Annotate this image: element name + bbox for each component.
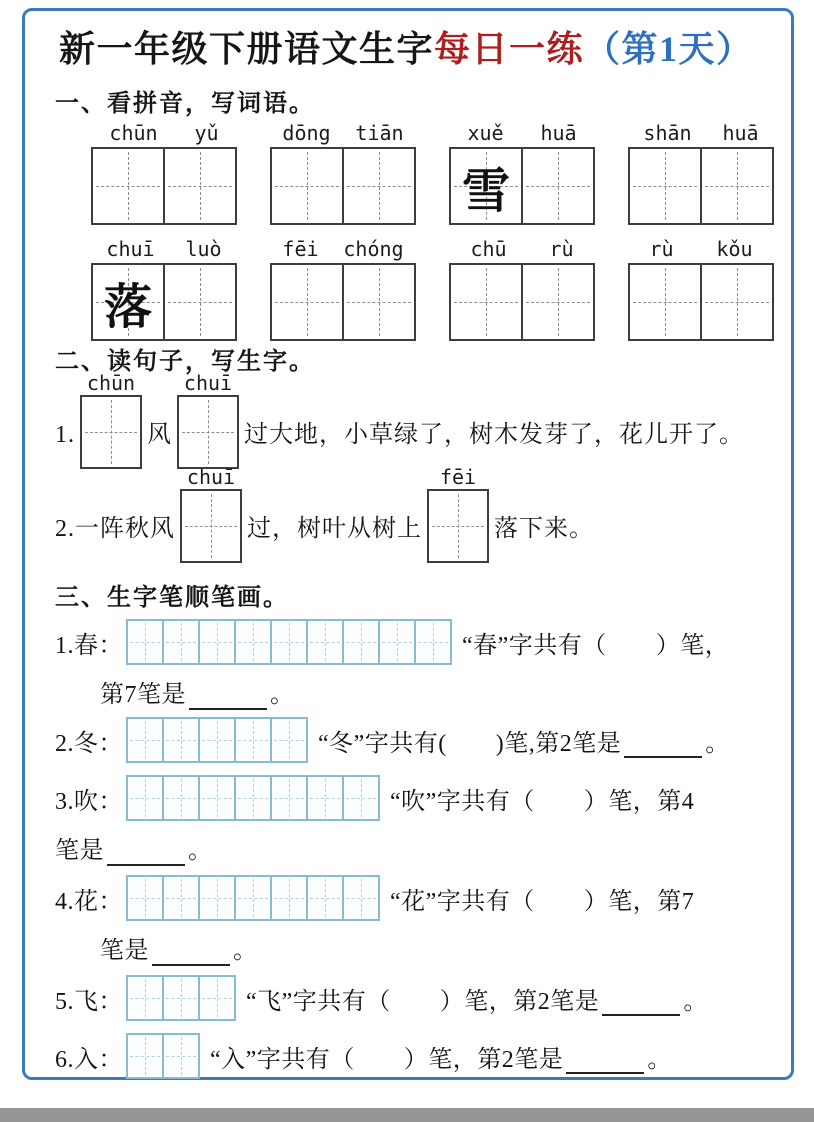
pinyin-syllable: yǔ <box>194 121 219 145</box>
stroke-grid-cell <box>198 977 234 1019</box>
answer-box <box>91 147 237 225</box>
stroke-grid-cell <box>306 877 342 919</box>
footer-gray-bar <box>0 1108 814 1122</box>
pinyin-word-group <box>628 121 774 225</box>
stroke-grid-cell <box>162 877 198 919</box>
prefilled-char: 雪 <box>461 164 510 218</box>
page-title <box>59 21 754 72</box>
pinyin-syllable: dōng <box>282 121 331 145</box>
answer-cell <box>427 489 489 563</box>
stroke-item-text: “飞”字共有（ ）笔，第2笔是 <box>246 988 600 1015</box>
stroke-grid <box>126 975 236 1021</box>
pinyin-word-group <box>270 237 416 341</box>
pinyin-syllable: shān <box>643 121 692 145</box>
stroke-grid <box>126 1033 200 1079</box>
answer-blank <box>566 1046 644 1074</box>
stroke-item-text: 第7笔是 <box>100 682 186 708</box>
stroke-item-line1 <box>55 975 775 1021</box>
pinyin-label: fēi <box>439 465 477 489</box>
stroke-grid-cell <box>128 877 162 919</box>
stroke-grid-cell <box>162 1035 198 1077</box>
pinyin-syllable: xuě <box>467 121 504 145</box>
answer-cell <box>451 265 521 339</box>
pinyin-word-group <box>449 121 595 225</box>
sentence-text: 落下来。 <box>494 516 594 542</box>
pinyin-label <box>449 121 595 147</box>
answer-blank <box>189 682 267 710</box>
stroke-grid-cell <box>234 877 270 919</box>
stroke-grid-cell <box>198 719 234 761</box>
pinyin-row <box>91 237 774 341</box>
pinyin-label <box>449 237 595 263</box>
stroke-grid-cell <box>342 621 378 663</box>
stroke-grid-cell <box>270 719 306 761</box>
section3-heading: 三、生字笔顺笔画。 <box>55 585 289 611</box>
answer-cell <box>163 265 235 339</box>
answer-cell <box>630 265 700 339</box>
pinyin-syllable: rù <box>549 237 574 261</box>
pinyin-syllable: kǒu <box>716 237 753 261</box>
stroke-item-line2 <box>100 674 775 709</box>
section1-heading: 一、看拼音，写词语。 <box>55 91 315 117</box>
stroke-item-line1 <box>55 1033 775 1079</box>
answer-box-with-pinyin <box>180 465 242 563</box>
answer-cell <box>521 149 593 223</box>
stroke-item <box>55 775 775 865</box>
stroke-grid-cell <box>198 621 234 663</box>
stroke-item <box>55 1033 775 1079</box>
pinyin-word-group <box>91 237 237 341</box>
answer-blank <box>152 938 230 966</box>
stroke-item-line1 <box>55 875 775 921</box>
answer-box <box>449 263 595 341</box>
stroke-grid-cell <box>198 777 234 819</box>
answer-cell <box>80 395 142 469</box>
answer-cell <box>700 265 772 339</box>
stroke-item-suffix: 。 <box>188 838 213 864</box>
pinyin-word-group <box>628 237 774 341</box>
stroke-item-text: “春”字共有（ ）笔， <box>462 632 730 659</box>
answer-box-with-pinyin <box>427 465 489 563</box>
pinyin-label <box>628 121 774 147</box>
pinyin-label: chūn <box>86 371 136 395</box>
stroke-item <box>55 717 775 763</box>
pinyin-syllable: huā <box>540 121 577 145</box>
pinyin-syllable: chūn <box>109 121 158 145</box>
answer-box <box>270 263 416 341</box>
stroke-grid-cell <box>234 621 270 663</box>
answer-cell <box>177 395 239 469</box>
title-main: 新一年级下册语文生字 <box>59 29 435 69</box>
pinyin-word-group <box>449 237 595 341</box>
pinyin-label <box>270 237 416 263</box>
answer-blank <box>107 838 185 866</box>
answer-cell <box>521 265 593 339</box>
stroke-item-label: 4.花： <box>55 888 123 915</box>
pinyin-word-group <box>270 121 416 225</box>
stroke-grid <box>126 875 380 921</box>
section2-heading: 二、读句子，写生字。 <box>55 349 315 375</box>
answer-cell <box>272 149 342 223</box>
stroke-item-line1 <box>55 775 775 821</box>
stroke-grid-cell <box>162 621 198 663</box>
stroke-item-suffix: 。 <box>270 682 295 708</box>
answer-box <box>449 147 595 225</box>
answer-cell <box>630 149 700 223</box>
stroke-grid-cell <box>198 877 234 919</box>
answer-cell <box>180 489 242 563</box>
sentence-2 <box>55 465 594 563</box>
stroke-item-label: 2.冬： <box>55 730 123 757</box>
pinyin-syllable: chū <box>470 237 507 261</box>
answer-cell <box>93 149 163 223</box>
answer-blank <box>602 988 680 1016</box>
stroke-grid-cell <box>128 621 162 663</box>
pinyin-syllable: chuī <box>106 237 155 261</box>
title-day-badge: （第1天） <box>584 29 754 69</box>
stroke-item-suffix: 。 <box>705 730 730 757</box>
pinyin-syllable: luò <box>185 237 222 261</box>
stroke-grid <box>126 775 380 821</box>
stroke-item-suffix: 。 <box>233 938 258 964</box>
sentence-text: 风 <box>147 422 172 448</box>
stroke-grid <box>126 619 452 665</box>
stroke-item-label: 1.春： <box>55 632 123 659</box>
stroke-item <box>55 619 775 709</box>
answer-box <box>628 147 774 225</box>
answer-box <box>628 263 774 341</box>
stroke-item-label: 3.吹： <box>55 788 123 815</box>
stroke-grid-cell <box>128 777 162 819</box>
stroke-item-suffix: 。 <box>647 1046 672 1073</box>
pinyin-syllable: tiān <box>355 121 404 145</box>
stroke-grid-cell <box>378 621 414 663</box>
stroke-item-label: 6.入： <box>55 1046 123 1073</box>
title-highlight: 每日一练 <box>434 29 585 69</box>
sentence-text: 1. <box>55 422 75 448</box>
stroke-item-text: “冬”字共有( )笔,第2笔是 <box>318 730 622 757</box>
answer-cell <box>451 149 521 223</box>
pinyin-rows <box>87 121 774 353</box>
pinyin-label <box>91 237 237 263</box>
stroke-grid <box>126 717 308 763</box>
stroke-grid-cell <box>234 719 270 761</box>
stroke-item-line1 <box>55 717 775 763</box>
pinyin-syllable: rù <box>649 237 674 261</box>
stroke-grid-cell <box>342 777 378 819</box>
stroke-grid-cell <box>162 777 198 819</box>
stroke-item-text: “入”字共有（ ）笔，第2笔是 <box>210 1046 564 1073</box>
pinyin-label: chuī <box>186 465 236 489</box>
stroke-item-suffix: 。 <box>683 988 708 1015</box>
answer-blank <box>624 730 702 758</box>
stroke-grid-cell <box>306 621 342 663</box>
stroke-grid-cell <box>234 777 270 819</box>
stroke-grid-cell <box>162 977 198 1019</box>
pinyin-row <box>91 121 774 225</box>
pinyin-syllable: huā <box>722 121 759 145</box>
sentence-text: 过大地，小草绿了，树木发芽了，花儿开了。 <box>244 422 744 448</box>
worksheet-frame <box>22 8 794 1080</box>
stroke-item-label: 5.飞： <box>55 988 123 1015</box>
answer-box-with-pinyin <box>80 371 142 469</box>
stroke-grid-cell <box>270 877 306 919</box>
stroke-item-text: 笔是 <box>55 838 104 864</box>
stroke-item-line1 <box>55 619 775 665</box>
answer-cell <box>93 265 163 339</box>
stroke-item-text: 笔是 <box>100 938 149 964</box>
answer-cell <box>272 265 342 339</box>
answer-cell <box>700 149 772 223</box>
prefilled-char: 落 <box>103 280 152 334</box>
sentence-1 <box>55 371 744 469</box>
stroke-grid-cell <box>162 719 198 761</box>
answer-cell <box>342 265 414 339</box>
answer-box <box>270 147 416 225</box>
stroke-items <box>55 619 775 1079</box>
pinyin-label <box>628 237 774 263</box>
stroke-grid-cell <box>128 719 162 761</box>
pinyin-label <box>270 121 416 147</box>
stroke-item <box>55 975 775 1021</box>
stroke-grid-cell <box>270 777 306 819</box>
sentence-text: 过，树叶从树上 <box>247 516 422 542</box>
answer-box <box>91 263 237 341</box>
sentence-text: 2.一阵秋风 <box>55 516 175 542</box>
pinyin-word-group <box>91 121 237 225</box>
pinyin-syllable: fēi <box>282 237 319 261</box>
answer-box-with-pinyin <box>177 371 239 469</box>
stroke-grid-cell <box>270 621 306 663</box>
stroke-grid-cell <box>342 877 378 919</box>
stroke-item <box>55 875 775 965</box>
stroke-item-text: “花”字共有（ ）笔，第7 <box>390 888 695 915</box>
pinyin-label <box>91 121 237 147</box>
stroke-grid-cell <box>306 777 342 819</box>
answer-cell <box>163 149 235 223</box>
answer-cell <box>342 149 414 223</box>
stroke-item-text: “吹”字共有（ ）笔，第4 <box>390 788 695 815</box>
stroke-grid-cell <box>128 977 162 1019</box>
pinyin-label: chuī <box>183 371 233 395</box>
stroke-item-line2 <box>100 930 775 965</box>
pinyin-syllable: chóng <box>343 237 404 261</box>
stroke-grid-cell <box>128 1035 162 1077</box>
stroke-grid-cell <box>414 621 450 663</box>
stroke-item-line2 <box>55 830 775 865</box>
